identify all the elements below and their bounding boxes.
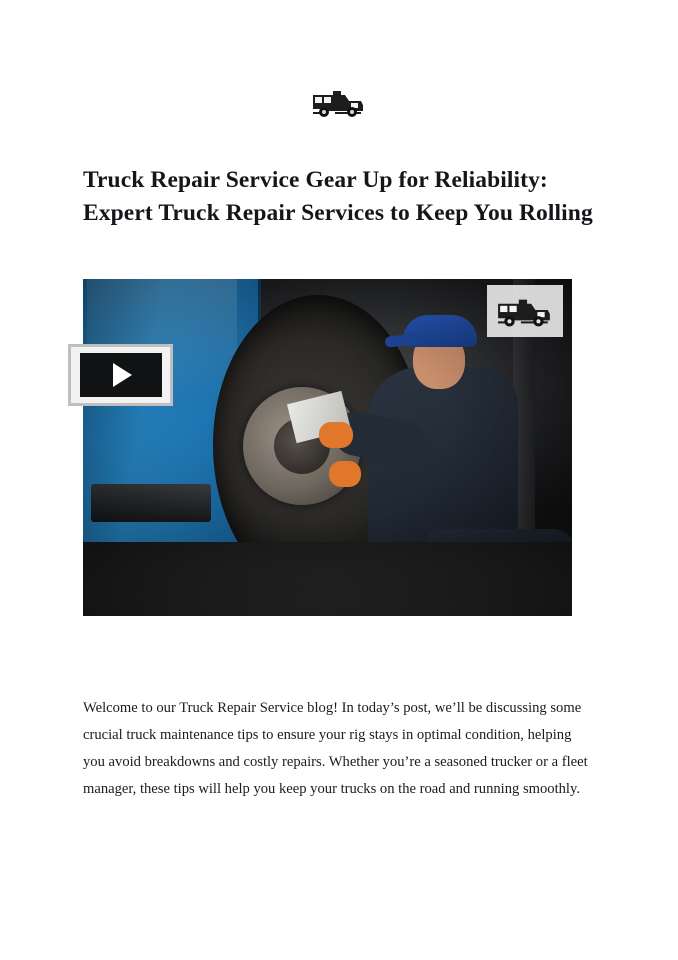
- truck-icon: [311, 83, 367, 121]
- play-icon: [80, 353, 162, 397]
- play-button[interactable]: [68, 344, 173, 406]
- page-title: Truck Repair Service Gear Up for Reliability: Expert Truck Repair Services to Keep You Rolling: [83, 166, 593, 226]
- logo-container: [0, 83, 678, 125]
- video-thumbnail[interactable]: [83, 279, 572, 616]
- watermark-truck-icon: [487, 285, 563, 337]
- play-triangle-icon: [113, 363, 132, 387]
- body-paragraph: Welcome to our Truck Repair Service blog! In today’s post, we’ll be discussing some crucial truck maintenance tips to ensure your rig stays in optimal condition, helping you avoid breakdowns and costly repairs. Whether you’re a seasoned trucker or a fleet manager, these tips will help you keep your trucks on the road and running smoothly.: [83, 699, 588, 797]
